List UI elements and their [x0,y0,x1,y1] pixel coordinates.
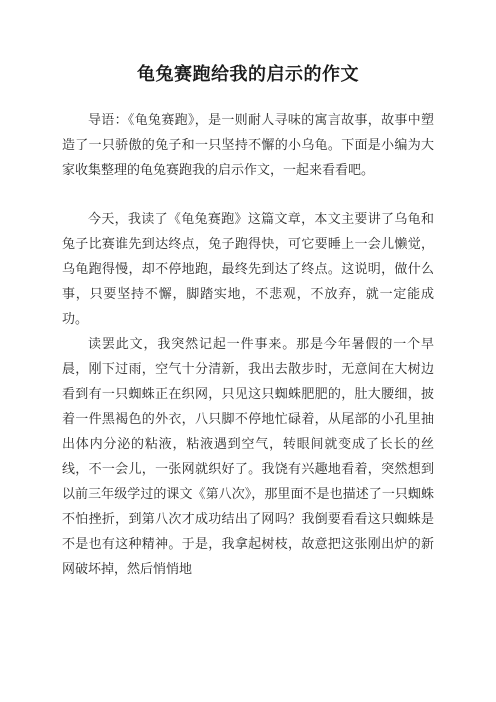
body-paragraph-2: 读罢此文，我突然记起一件事来。那是今年暑假的一个早晨，刚下过雨，空气十分清新，我出去散步时，无意间在大树边看到有一只蜘蛛正在织网，只见这只蜘蛛肥肥的，肚大腰细，披着一件黑褐色的外衣，八只脚不停地忙碌着，从尾部的小孔里抽出体内分泌的粘液，粘液遇到空气，转眼间就变成了长长的丝线，不一会儿，一张网就织好了。我饶有兴趣地看着，突然想到以前三年级学过的课文《第八次》，那里面不是也描述了一只蜘蛛不怕挫折，到第八次才成功结出了网吗？我倒要看看这只蜘蛛是不是也有这种精神。于是，我拿起树枝，故意把这张刚出炉的新网破坏掉，然后悄悄地 [62,337,434,577]
page-title: 龟兔赛跑给我的启示的作文 [137,64,359,85]
body-paragraph-1: 今天，我读了《龟兔赛跑》这篇文章，本文主要讲了乌龟和兔子比赛谁先到达终点，兔子跑得快，可它要睡上一会儿懒觉，乌龟跑得慢，却不停地跑，最终先到达了终点。这说明，做什么事，只要坚持不懈，脚踏实地，不悲观，不放弃，就一定能成功。 [62,212,434,327]
intro-paragraph: 导语：《龟兔赛跑》，是一则耐人寻味的寓言故事，故事中塑造了一只骄傲的兔子和一只坚持不懈的小乌龟。下面是小编为大家收集整理的龟兔赛跑我的启示作文，一起来看看吧。 [62,113,434,178]
paragraph-gap [62,183,434,207]
